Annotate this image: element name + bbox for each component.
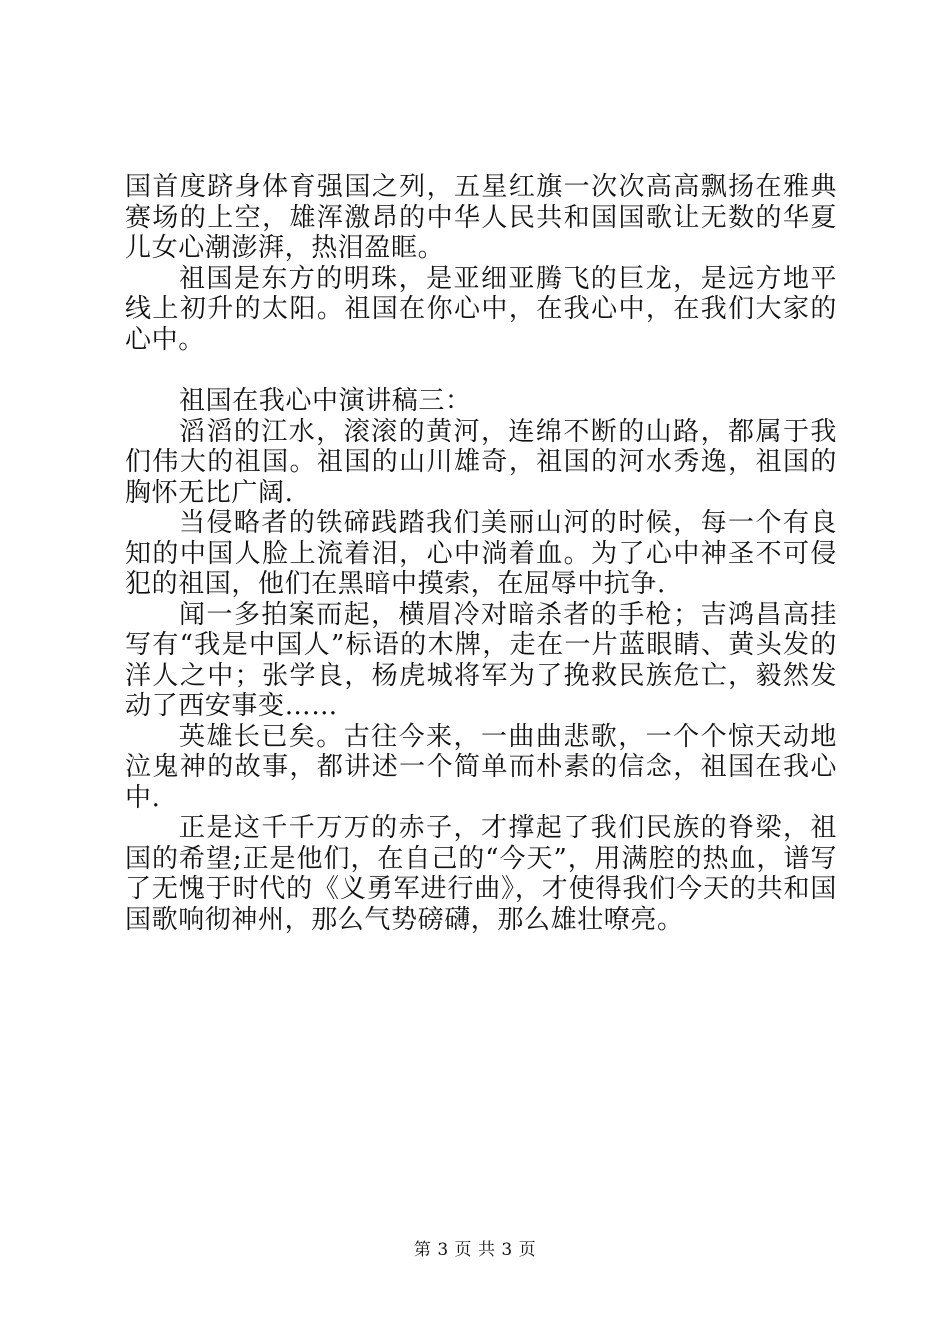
paragraph-elegy: 英雄长已矣。古往今来，一曲曲悲歌，一个个惊天动地泣鬼神的故事，都讲述一个简单而朴素的信念，祖国在我心中. [125, 721, 837, 813]
paragraph-heroes: 闻一多拍案而起，横眉冷对暗杀者的手枪；吉鸿昌高挂写有“我是中国人”标语的木牌，走在一片蓝眼睛、黄头发的洋人之中；张学良，杨虎城将军为了挽救民族危亡，毅然发动了西安事变…… [125, 599, 837, 721]
document-body [125, 172, 837, 935]
paragraph-motherland-pearl: 祖国是东方的明珠，是亚细亚腾飞的巨龙，是远方地平线上初升的太阳。祖国在你心中，在我心中，在我们大家的心中。 [125, 263, 837, 355]
paragraph-anthem: 正是这千千万万的赤子，才撑起了我们民族的脊梁，祖国的希望;正是他们，在自己的“今天”，用满腔的热血，谱写了无愧于时代的《义勇军进行曲》，才使得我们今天的共和国国歌响彻神州，那么气势磅礴，那么雄壮嘹亮。 [125, 813, 837, 935]
paragraph-rivers: 滔滔的江水，滚滚的黄河，连绵不断的山路，都属于我们伟大的祖国。祖国的山川雄奇，祖国的河水秀逸，祖国的胸怀无比广阔. [125, 416, 837, 508]
paragraph-invaders: 当侵略者的铁碲践踏我们美丽山河的时候，每一个有良知的中国人脸上流着泪，心中淌着血。为了心中神圣不可侵犯的祖国，他们在黑暗中摸索，在屈辱中抗争. [125, 508, 837, 599]
page-number: 第 3 页 共 3 页 [413, 1240, 537, 1260]
page-footer [0, 1240, 950, 1260]
paragraph-continued: 国首度跻身体育强国之列，五星红旗一次次高高飘扬在雅典赛场的上空，雄浑激昂的中华人民共和国国歌让无数的华夏儿女心潮澎湃，热泪盈眶。 [125, 172, 837, 263]
section-title: 祖国在我心中演讲稿三： [179, 386, 472, 416]
